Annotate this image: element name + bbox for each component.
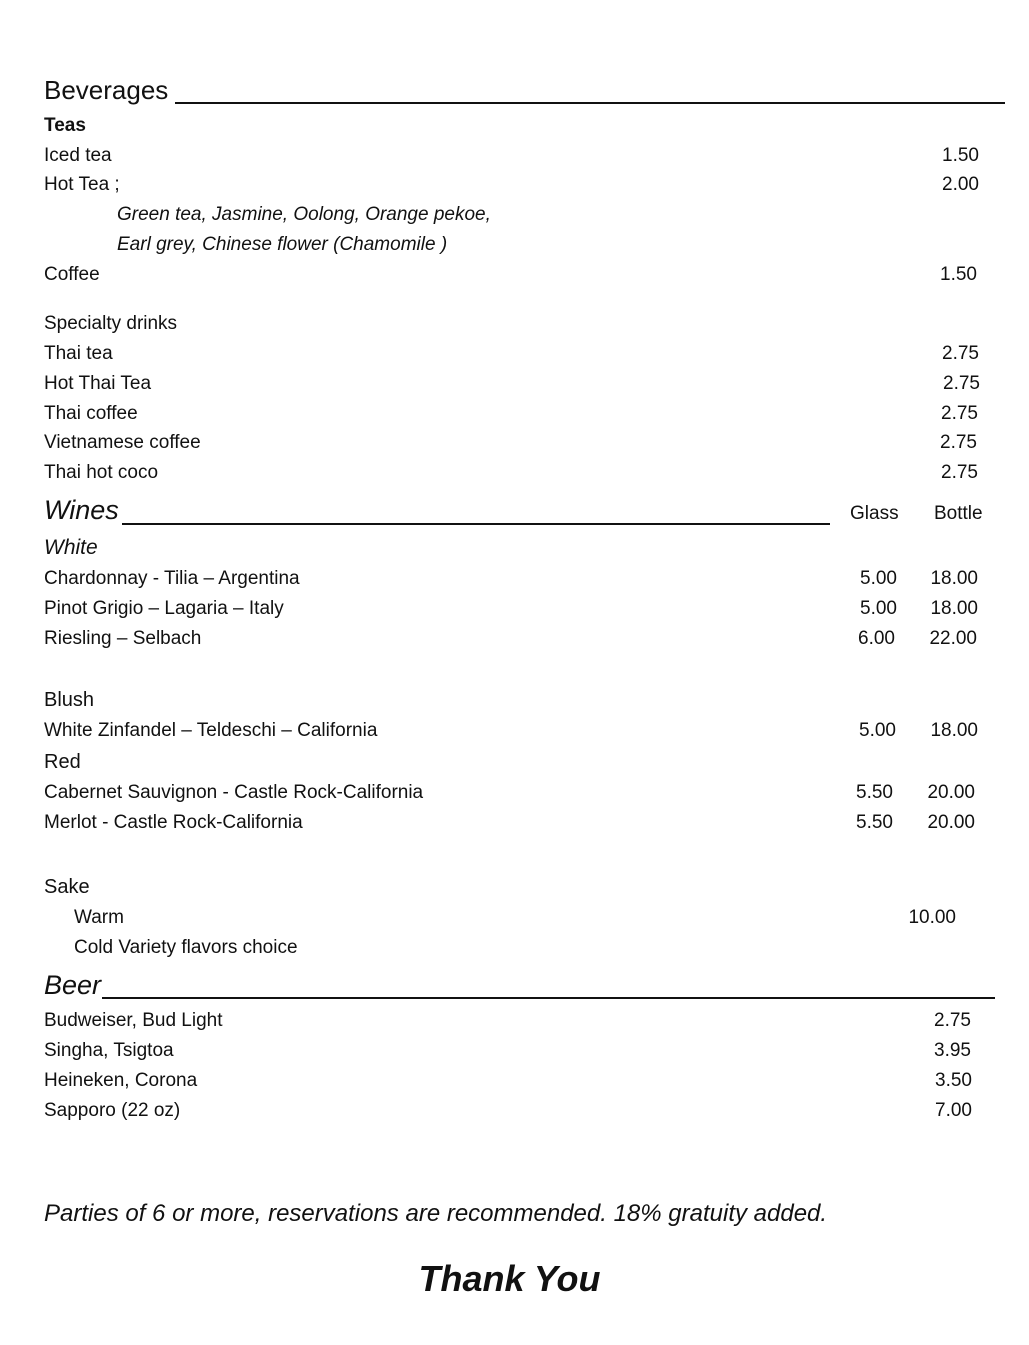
specialty-heading: Specialty drinks xyxy=(44,313,178,334)
wine-bottle-price: 20.00 xyxy=(927,782,975,803)
menu-item-name: Vietnamese coffee xyxy=(44,432,201,453)
wine-bottle-price: 18.00 xyxy=(930,598,978,619)
sake-item-name: Warm xyxy=(74,907,124,928)
menu-item-price: 2.75 xyxy=(940,432,977,453)
wines-rule xyxy=(122,523,830,525)
menu-item-name: Iced tea xyxy=(44,145,112,166)
wine-glass-price: 5.00 xyxy=(860,568,897,589)
sake-item-price: 10.00 xyxy=(908,907,956,928)
beer-heading: Beer xyxy=(44,970,102,1000)
menu-item-price: 1.50 xyxy=(940,264,977,285)
menu-item-price: 3.50 xyxy=(935,1070,972,1091)
wine-glass-price: 5.50 xyxy=(856,812,893,833)
menu-item-name: Heineken, Corona xyxy=(44,1070,198,1091)
menu-item-price: 2.75 xyxy=(941,403,978,424)
wine-name: Merlot - Castle Rock-California xyxy=(44,812,303,833)
wine-name: Riesling – Selbach xyxy=(44,628,202,649)
hot-tea-varieties-line: Earl grey, Chinese flower (Chamomile ) xyxy=(117,234,448,255)
wine-name: White Zinfandel – Teldeschi – California xyxy=(44,720,378,741)
menu-item-name: Thai coffee xyxy=(44,403,138,424)
wine-glass-price: 5.50 xyxy=(856,782,893,803)
menu-item-name: Hot Tea ; xyxy=(44,174,120,195)
wine-glass-price: 5.00 xyxy=(859,720,896,741)
wine-bottle-price: 18.00 xyxy=(930,568,978,589)
blush-wine-heading: Blush xyxy=(44,689,95,711)
wine-glass-price: 6.00 xyxy=(858,628,895,649)
glass-column-header: Glass xyxy=(850,503,899,524)
menu-item-price: 7.00 xyxy=(935,1100,972,1121)
wine-glass-price: 5.00 xyxy=(860,598,897,619)
beer-rule xyxy=(102,997,995,999)
reservation-note: Parties of 6 or more, reservations are recommended. 18% gratuity added. xyxy=(44,1200,828,1227)
menu-item-price: 2.75 xyxy=(942,343,979,364)
beverages-heading: Beverages xyxy=(44,75,169,105)
wine-bottle-price: 20.00 xyxy=(927,812,975,833)
menu-item-name: Thai hot coco xyxy=(44,462,159,483)
menu-item-price: 1.50 xyxy=(942,145,979,166)
menu-item-name: Hot Thai Tea xyxy=(44,373,152,394)
menu-item-price: 2.75 xyxy=(943,373,980,394)
menu-item-name: Thai tea xyxy=(44,343,113,364)
red-wine-heading: Red xyxy=(44,751,81,773)
thank-you-message: Thank You xyxy=(418,1258,601,1299)
wines-heading: Wines xyxy=(44,495,119,525)
menu-item-price: 3.95 xyxy=(934,1040,971,1061)
wine-name: Cabernet Sauvignon - Castle Rock-California xyxy=(44,782,424,803)
wine-bottle-price: 18.00 xyxy=(930,720,978,741)
wine-bottle-price: 22.00 xyxy=(929,628,977,649)
sake-heading: Sake xyxy=(44,876,90,898)
menu-item-name: Sapporo (22 oz) xyxy=(44,1100,181,1121)
menu-item-price: 2.75 xyxy=(934,1010,971,1031)
hot-tea-varieties-line: Green tea, Jasmine, Oolong, Orange pekoe, xyxy=(117,204,491,225)
white-wine-heading: White xyxy=(44,536,98,559)
teas-heading: Teas xyxy=(44,115,86,136)
sake-item-name: Cold Variety flavors choice xyxy=(74,937,298,958)
beverages-rule xyxy=(175,102,1005,104)
menu-item-name: Budweiser, Bud Light xyxy=(44,1010,223,1031)
menu-item-name: Singha, Tsigtoa xyxy=(44,1040,174,1061)
menu-item-name: Coffee xyxy=(44,264,100,285)
bottle-column-header: Bottle xyxy=(934,503,983,524)
menu-item-price: 2.75 xyxy=(941,462,978,483)
menu-item-price: 2.00 xyxy=(942,174,979,195)
wine-name: Pinot Grigio – Lagaria – Italy xyxy=(44,598,284,619)
wine-name: Chardonnay - Tilia – Argentina xyxy=(44,568,300,589)
